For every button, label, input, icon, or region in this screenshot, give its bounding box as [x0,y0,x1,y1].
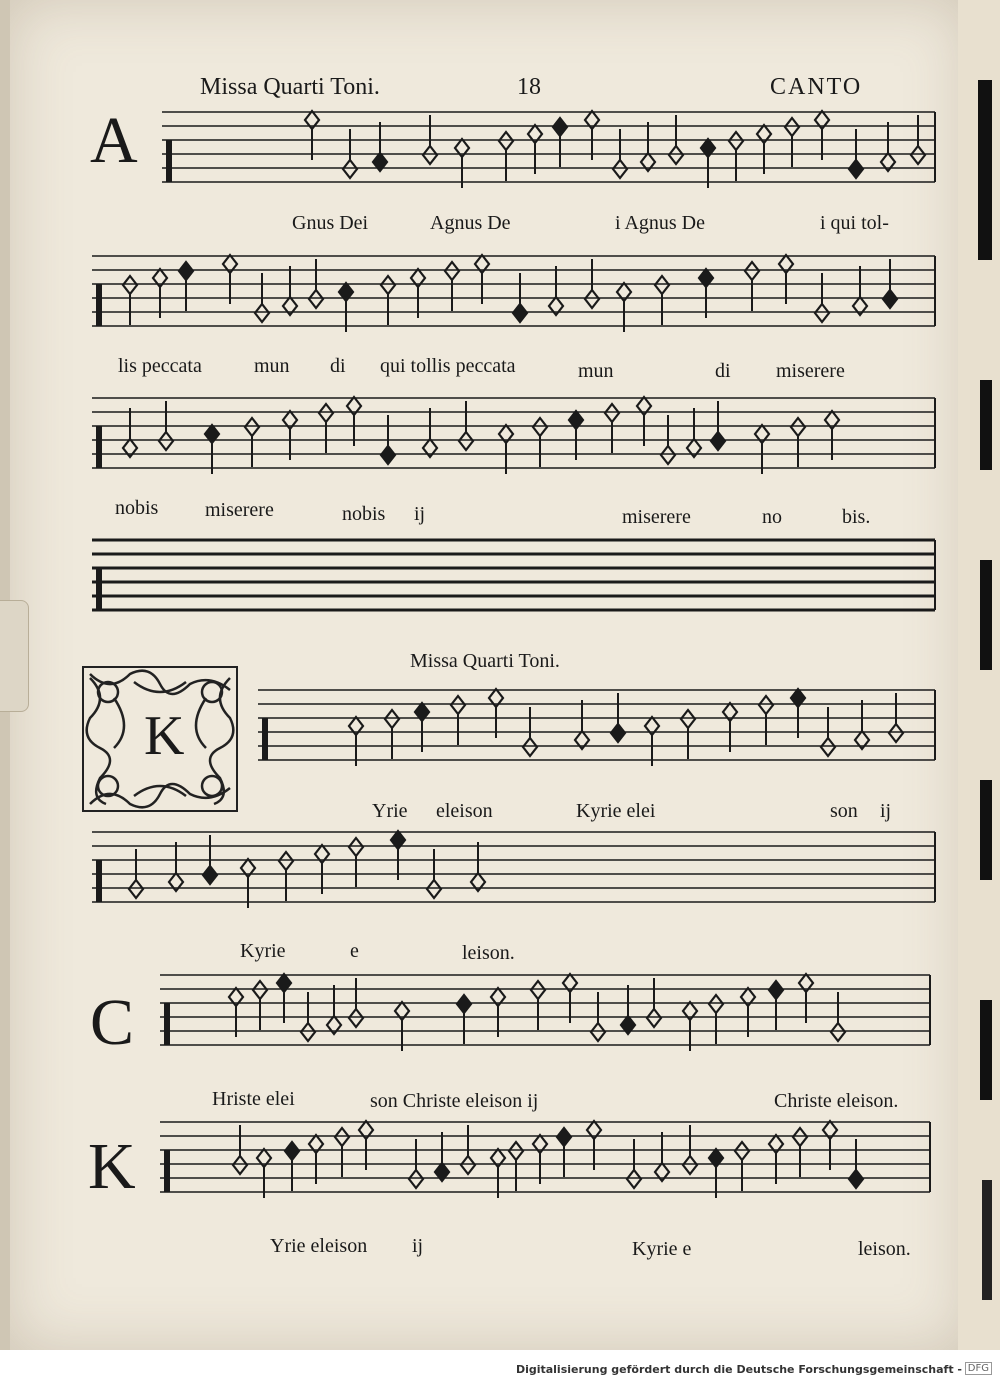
lyric: Kyrie elei [576,800,656,822]
clef-icon [96,284,102,326]
lyric: Gnus Dei [292,212,369,234]
note-head [681,710,695,728]
lyric: nobis [342,503,386,525]
lyric: di [715,360,731,382]
staff [92,540,935,610]
digitization-credit: Digitalisierung gefördert durch die Deutsche Forschungsgemeinschaft - [515,1363,962,1376]
lyric: nobis [115,497,159,519]
note-head [301,1023,315,1041]
note-head [381,446,395,464]
note-head [255,304,269,322]
note-head [785,118,799,136]
lyric: son Christe eleison ij [370,1090,539,1112]
clef-icon [164,1150,170,1192]
note-head [911,146,925,164]
note-head [627,1170,641,1188]
lyric: Agnus De [430,212,511,234]
staff [258,689,935,766]
page-number: 18 [517,74,541,100]
note-head [669,146,683,164]
lyric: ij [880,800,892,822]
note-head [647,1009,661,1027]
lyric: Kyrie e [632,1238,692,1260]
note-head [613,160,627,178]
note-head [381,276,395,294]
clef-icon [166,140,172,182]
note-head [349,838,363,856]
note-head [253,981,267,999]
lyric: bis. [842,506,871,528]
note-head [793,1128,807,1146]
note-head [385,710,399,728]
note-head [309,290,323,308]
lyric: i Agnus De [615,212,705,234]
note-head [661,446,675,464]
note-head [129,880,143,898]
note-head [409,1170,423,1188]
clef-icon [262,718,268,760]
lyric: son [830,800,858,822]
note-head [461,1156,475,1174]
note-head [523,738,537,756]
note-head [349,1009,363,1027]
lyric: Christe eleison. [774,1090,899,1112]
note-head [831,1023,845,1041]
lyric: di [330,355,346,377]
lyric: Kyrie [240,940,286,962]
clef-icon [96,860,102,902]
section-subtitle: Missa Quarti Toni. [410,650,560,672]
note-head [513,304,527,322]
note-head [711,432,725,450]
lyric: mun [578,360,614,382]
note-head [451,696,465,714]
lyric: ij [412,1235,424,1257]
note-head [445,262,459,280]
initial-letter-c: C [90,986,135,1059]
lyric: e [350,940,359,962]
note-head [745,262,759,280]
note-head [245,418,259,436]
note-head [769,981,783,999]
lyric: Yrie eleison [270,1235,368,1257]
note-head [655,276,669,294]
dfg-logo-icon: DFG [965,1362,992,1375]
note-head [557,1128,571,1146]
lyric: miserere [205,499,274,521]
initial-letter-k: K [144,705,185,767]
note-head [849,1170,863,1188]
note-head [319,404,333,422]
note-head [203,866,217,884]
note-head [427,880,441,898]
note-head [849,160,863,178]
note-head [709,995,723,1013]
note-head [335,1128,349,1146]
staff [160,1121,930,1198]
note-head [279,852,293,870]
voice-label: CANTO [770,74,863,100]
lyric: Hriste elei [212,1088,295,1110]
staff [92,397,935,474]
staff [162,111,935,188]
note-head [499,132,513,150]
note-head [343,160,357,178]
lyric: leison. [462,942,515,964]
note-head [531,981,545,999]
note-head [553,118,567,136]
clef-icon [96,568,102,610]
note-head [423,146,437,164]
lyric: ij [414,503,426,525]
page-running-title: Missa Quarti Toni. [200,74,380,100]
initial-letter-k-2: K [88,1130,136,1203]
lyric: leison. [858,1238,911,1260]
ornamental-frame-icon [82,666,238,812]
note-head [815,304,829,322]
lyric: i qui tol- [820,212,889,234]
note-head [285,1142,299,1160]
note-head [683,1156,697,1174]
staff [160,974,930,1051]
note-head [889,724,903,742]
lyric: eleison [436,800,493,822]
note-head [821,738,835,756]
note-head [159,432,173,450]
note-head [735,1142,749,1160]
note-head [457,995,471,1013]
note-head [533,418,547,436]
note-head [585,290,599,308]
lyric: Yrie [372,800,408,822]
lyric: no [762,506,782,528]
note-head [459,432,473,450]
lyric: qui tollis peccata [380,355,516,377]
lyric: miserere [776,360,845,382]
note-head [509,1142,523,1160]
staff [92,831,935,908]
initial-letter-a: A [90,104,138,177]
lyric: lis peccata [118,355,202,377]
note-head [591,1023,605,1041]
note-head [759,696,773,714]
note-head [883,290,897,308]
lyric: miserere [622,506,691,528]
note-head [605,404,619,422]
note-head [123,276,137,294]
note-head [729,132,743,150]
clef-icon [164,1003,170,1045]
note-head [233,1156,247,1174]
note-head [611,724,625,742]
lyric: mun [254,355,290,377]
clef-icon [96,426,102,468]
note-head [179,262,193,280]
staff [92,255,935,332]
note-head [791,418,805,436]
